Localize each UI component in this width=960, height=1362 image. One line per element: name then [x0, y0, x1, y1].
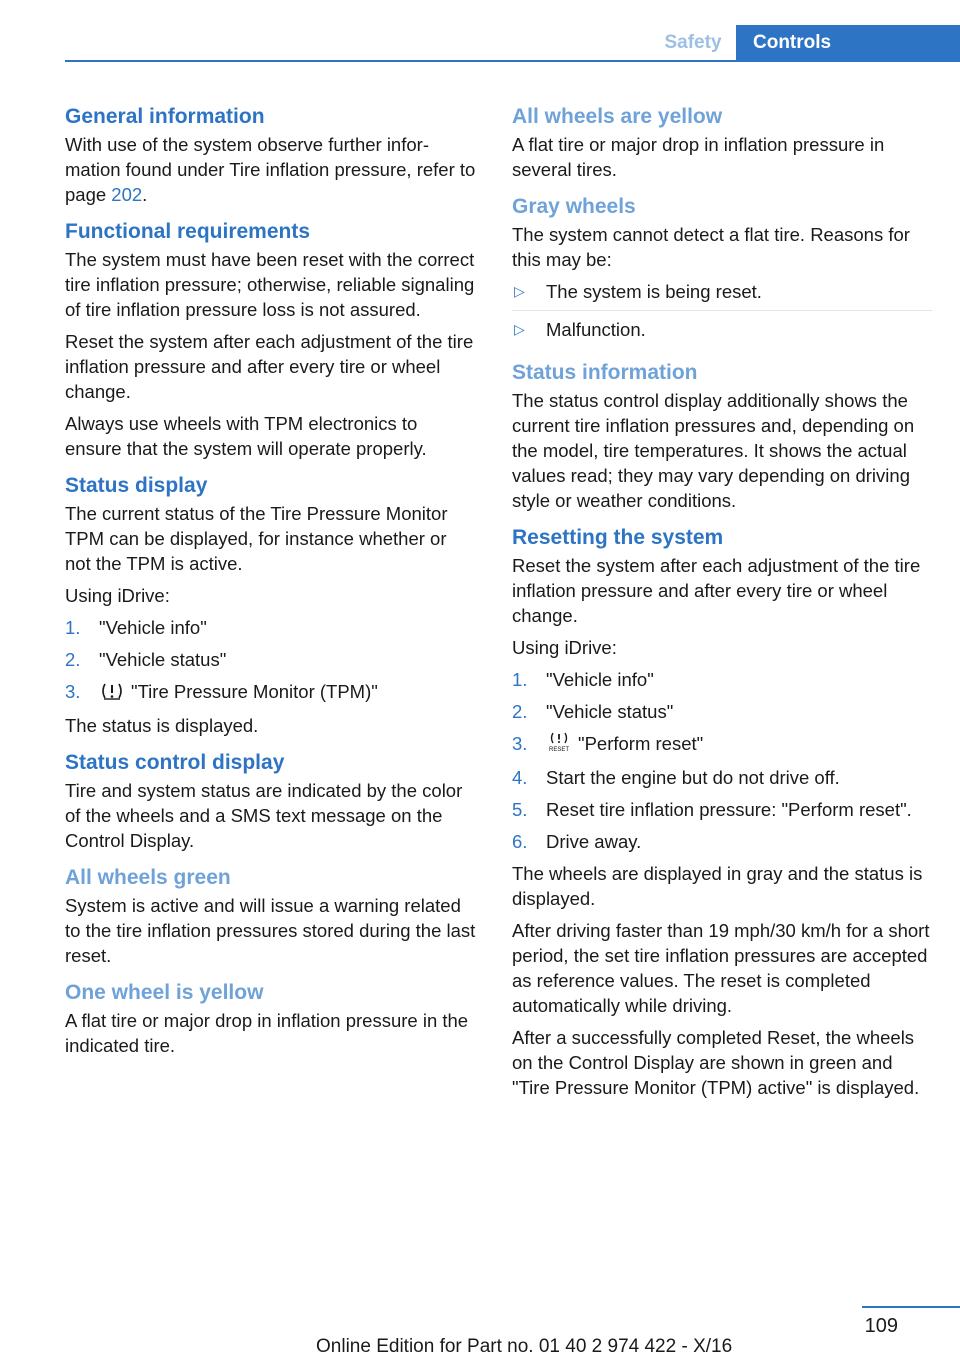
triangle-bullet-icon: ▷ [514, 321, 525, 337]
list-item [512, 765, 932, 790]
tpm-warning-icon [99, 681, 125, 706]
edition-note: Online Edition for Part no. 01 40 2 974 422 - X/16 [316, 1336, 733, 1357]
list-item [512, 797, 932, 822]
step-number: 3. [512, 733, 528, 754]
status-display-p1: The current status of the Tire Pressure Monitor TPM can be displayed, for instance whether or not the TPM is active. [65, 503, 448, 574]
list-item [512, 279, 932, 311]
status-display-steps [65, 615, 477, 706]
list-item [512, 699, 932, 724]
functional-p2: Reset the system after each adjustment of the tire inflation pressure and after every tire or wheel change. [65, 331, 474, 402]
section-one-wheel-yellow [65, 978, 477, 1058]
section-all-wheels-green [65, 863, 477, 968]
header-section-safety: Safety [664, 32, 722, 53]
status-display-p2: Using iDrive: [65, 585, 170, 606]
header-rule [65, 60, 960, 62]
step-number: 6. [512, 831, 528, 853]
functional-p1: The system must have been reset with the correct tire inflation pressure; otherwise, reliable signaling of tire inflation pressure loss is not assured. [65, 249, 475, 320]
heading-one-wheel-yellow: One wheel is yellow [65, 980, 264, 1004]
status-control-p1: Tire and system status are indicated by the color of the wheels and a SMS text message on the Control Display. [65, 779, 463, 851]
gray-p1: The system cannot detect a flat tire. Reasons for this may be: [512, 224, 910, 270]
step-text: "Tire Pressure Monitor (TPM)" [131, 681, 378, 702]
all-yellow-p1: A flat tire or major drop in inflation pressure in several tires. [512, 134, 885, 180]
heading-status-control-display: Status control display [65, 750, 285, 774]
section-all-wheels-yellow [512, 102, 932, 182]
gray-reasons-list [512, 279, 932, 348]
heading-general-information: General information [65, 105, 265, 128]
page-number: 109 [864, 1315, 898, 1337]
heading-status-information: Status information [512, 361, 698, 384]
bullet-text: Malfunction. [546, 319, 646, 340]
list-item [512, 829, 932, 854]
section-status-display [65, 471, 477, 738]
section-status-information [512, 358, 932, 513]
step-text: Start the engine but do not drive off. [546, 767, 840, 789]
left-column [65, 102, 477, 1068]
reset-icon-label: RESET [548, 747, 570, 753]
status-display-p3: The status is displayed. [65, 714, 259, 736]
step-number: 5. [512, 799, 528, 821]
resetting-p2: Using iDrive: [512, 637, 617, 658]
heading-functional-requirements: Functional requirements [65, 220, 311, 243]
step-number: 3. [65, 681, 81, 702]
step-number: 1. [65, 617, 81, 638]
heading-all-wheels-green: All wheels green [65, 865, 231, 889]
page-link-202[interactable]: 202 [111, 184, 143, 205]
triangle-bullet-icon: ▷ [514, 283, 525, 299]
resetting-p5: After a successfully completed Reset, the wheels on the Control Display are shown in green and "Tire Pressure Monitor (TPM) active" is displayed. [512, 1027, 920, 1099]
general-text-post: . [142, 184, 148, 205]
section-general-information [65, 102, 477, 207]
section-status-control-display [65, 748, 477, 853]
step-text: "Vehicle info" [99, 617, 207, 638]
step-text: "Vehicle info" [546, 669, 654, 690]
right-column [512, 102, 932, 1110]
footer-rule [862, 1306, 960, 1308]
step-number: 2. [65, 649, 81, 670]
resetting-steps [512, 667, 932, 854]
general-text-pre: With use of the system observe further information found under Tire inflation pressure, refer to page [65, 134, 476, 205]
step-text: "Vehicle status" [99, 649, 227, 670]
step-number: 1. [512, 669, 528, 690]
resetting-p3: The wheels are displayed in gray and the status is displayed. [512, 863, 923, 910]
list-item [512, 317, 932, 348]
step-text: "Perform reset" [578, 733, 704, 754]
section-gray-wheels [512, 192, 932, 348]
heading-all-wheels-yellow: All wheels are yellow [512, 105, 723, 128]
section-functional-requirements [65, 217, 477, 461]
general-text [65, 132, 477, 207]
all-green-p1: System is active and will issue a warning related to the tire inflation pressures stored during the last reset. [65, 894, 476, 966]
functional-p3: Always use wheels with TPM electronics to ensure that the system will operate properly. [65, 413, 427, 459]
tpm-reset-icon [546, 732, 572, 758]
list-item [65, 679, 477, 706]
step-number: 4. [512, 767, 528, 789]
step-text: "Vehicle status" [546, 701, 674, 722]
step-text: Reset tire inflation pressure: "Perform reset". [546, 799, 912, 821]
heading-status-display: Status display [65, 474, 208, 497]
list-item [512, 731, 932, 758]
header-chapter-controls: Controls [736, 25, 960, 62]
status-info-p1: The status control display additionally shows the current tire inflation pressures and, depending on the model, tire temperatures. It shows the actual values read; they may vary depending on driving style or weather conditions. [512, 390, 915, 511]
list-item [65, 615, 477, 640]
list-item [512, 667, 932, 692]
bullet-text: The system is being reset. [546, 281, 762, 302]
step-text: Drive away. [546, 831, 642, 853]
list-item [65, 647, 477, 672]
heading-gray-wheels: Gray wheels [512, 195, 636, 218]
heading-resetting-the-system: Resetting the system [512, 526, 724, 549]
section-resetting-the-system [512, 523, 932, 1100]
resetting-p4: After driving faster than 19 mph/30 km/h for a short period, the set tire inflation pressures are accepted as reference values. The reset is completed automatically while driving. [512, 920, 930, 1017]
step-number: 2. [512, 701, 528, 722]
resetting-p1: Reset the system after each adjustment of the tire inflation pressure and after every tire or wheel change. [512, 555, 921, 626]
one-yellow-p1: A flat tire or major drop in inflation pressure in the indicated tire. [65, 1009, 469, 1056]
